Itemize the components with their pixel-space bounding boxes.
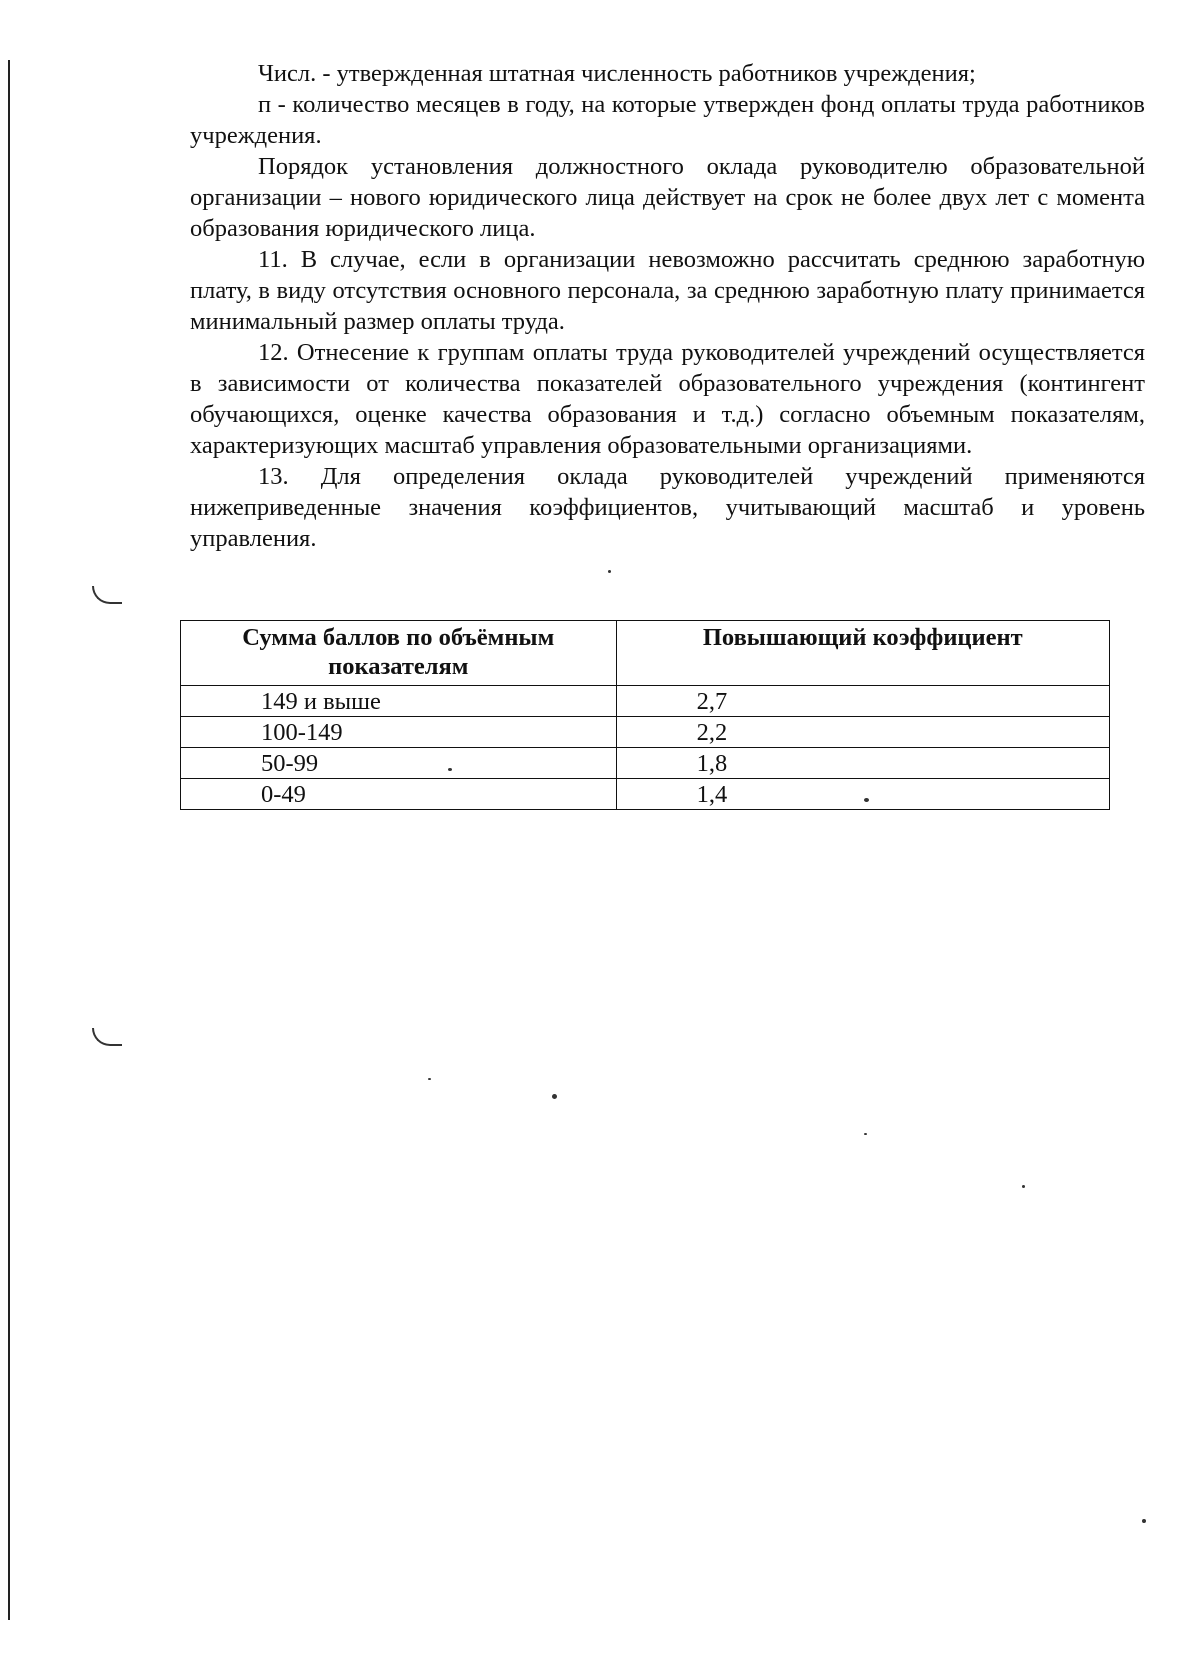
header-coefficient: Повышающий коэффициент bbox=[616, 621, 1109, 686]
cell-coefficient: 1,8 bbox=[616, 748, 1109, 779]
paragraph: 12. Отнесение к группам оплаты труда руководителей учреждений осуществляется в зависимости от количества показателей образовательного учреждения (контингент обучающихся, оценке качества образования и т.д.) согласно объемным показателям, характеризующих масштаб управления образовательными организациями. bbox=[190, 339, 1145, 459]
scan-speck bbox=[608, 570, 611, 573]
paragraph: Порядок установления должностного оклада руководителю образовательной организации – нового юридического лица действует на срок не более двух лет с момента образования юридического лица. bbox=[190, 153, 1145, 242]
cell-points-range: 0-49 bbox=[181, 779, 617, 810]
scan-speck bbox=[1022, 1185, 1025, 1188]
cell-points-range: 149 и выше bbox=[181, 686, 617, 717]
cell-points-range: 50-99 bbox=[181, 748, 617, 779]
scan-edge-line bbox=[8, 60, 10, 1620]
cell-coefficient: 1,4 bbox=[616, 779, 1109, 810]
header-points-sum: Сумма баллов по объёмным показателям bbox=[181, 621, 617, 686]
paragraph: 13. Для определения оклада руководителей учреждений применяются нижеприведенные значения коэффициентов, учитывающий масштаб и уровень управления. bbox=[190, 463, 1145, 552]
table-row bbox=[181, 748, 1110, 779]
cell-coefficient: 2,7 bbox=[616, 686, 1109, 717]
cell-points-range: 100-149 bbox=[181, 717, 617, 748]
paragraph: Числ. - утвержденная штатная численность работников учреждения; bbox=[258, 60, 976, 87]
scan-speck bbox=[552, 1094, 557, 1099]
cell-coefficient: 2,2 bbox=[616, 717, 1109, 748]
table-row bbox=[181, 717, 1110, 748]
paragraph: п - количество месяцев в году, на которые утвержден фонд оплаты труда работников учреждения. bbox=[190, 91, 1145, 149]
scan-speck bbox=[428, 1078, 431, 1080]
table-row bbox=[181, 686, 1110, 717]
paragraph: 11. В случае, если в организации невозможно рассчитать среднюю заработную плату, в виду отсутствия основного персонала, за среднюю заработную плату принимается минимальный размер оплаты труда. bbox=[190, 246, 1145, 335]
table-header-row bbox=[181, 621, 1110, 686]
punch-hole-mark bbox=[92, 586, 122, 604]
coefficient-table bbox=[180, 620, 1110, 810]
body-text bbox=[190, 58, 1145, 554]
table-row bbox=[181, 779, 1110, 810]
scan-speck bbox=[864, 1133, 867, 1135]
scan-speck bbox=[1142, 1519, 1146, 1523]
punch-hole-mark bbox=[92, 1028, 122, 1046]
